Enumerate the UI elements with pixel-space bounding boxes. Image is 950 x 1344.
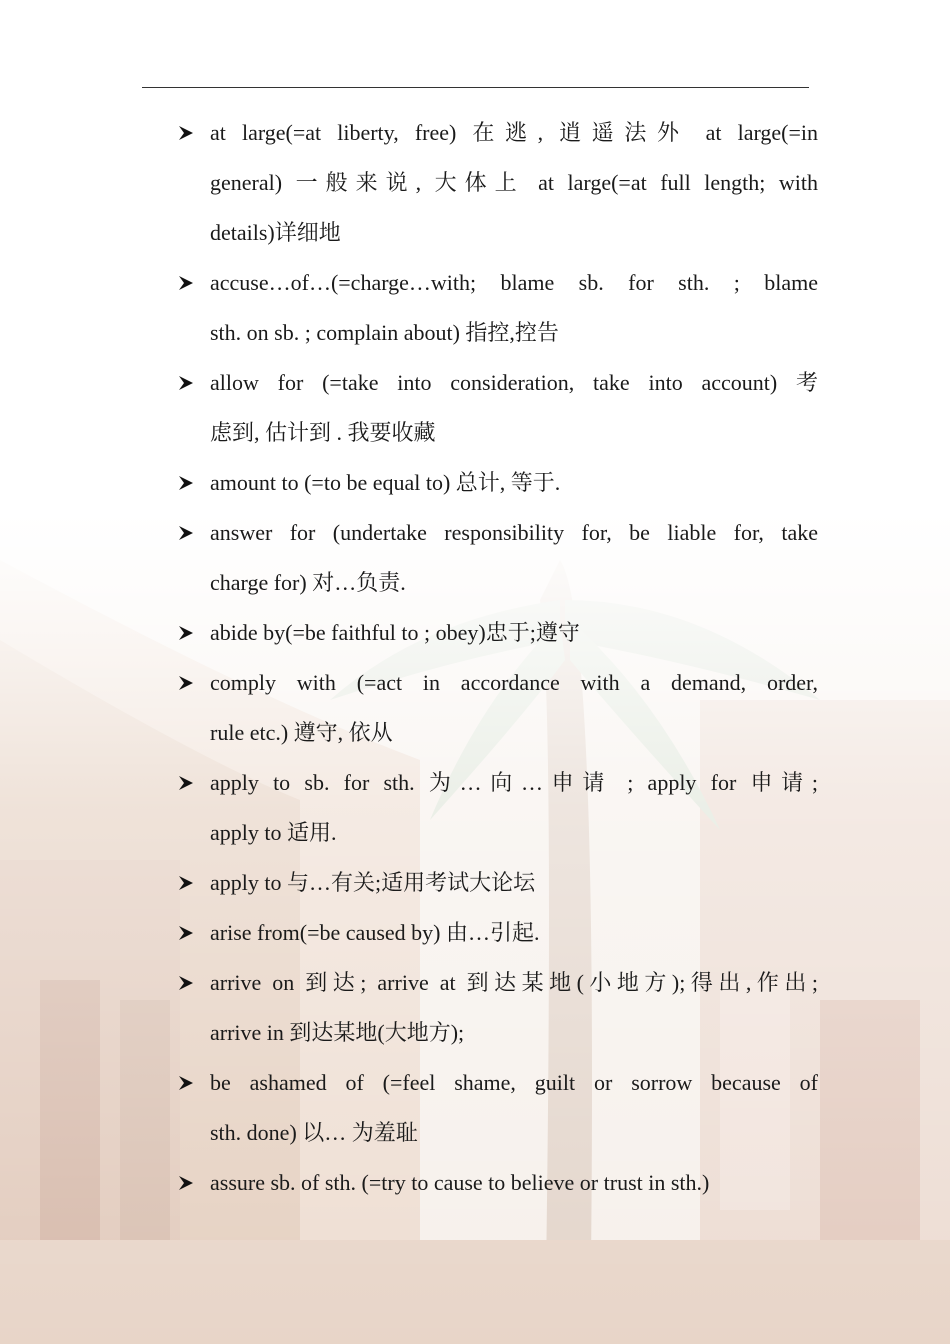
arrow-bullet-icon: [178, 358, 200, 408]
list-item: [178, 508, 818, 608]
arrow-bullet-icon: [178, 108, 200, 158]
list-item: [178, 1058, 818, 1158]
list-item: [178, 908, 818, 958]
list-item: [178, 608, 818, 658]
list-item: [178, 958, 818, 1058]
entry-line: be ashamed of (=feel shame, guilt or sorrow because of: [210, 1070, 818, 1095]
entry-line: sth. done) 以… 为羞耻: [210, 1120, 418, 1145]
arrow-bullet-icon: [178, 958, 200, 1008]
list-item: [178, 1158, 818, 1208]
header-rule: [142, 87, 809, 88]
arrow-bullet-icon: [178, 758, 200, 808]
list-item: [178, 108, 818, 258]
entry-line: arise from(=be caused by) 由…引起.: [210, 920, 540, 945]
arrow-bullet-icon: [178, 908, 200, 958]
arrow-bullet-icon: [178, 1158, 200, 1208]
arrow-bullet-icon: [178, 508, 200, 558]
entry-line: general) 一般来说, 大体上 at large(=at full length; with: [210, 170, 818, 195]
entry-line: accuse…of…(=charge…with; blame sb. for sth. ; blame: [210, 270, 818, 295]
entry-line: 虑到, 估计到 . 我要收藏: [210, 420, 436, 445]
list-item: [178, 358, 818, 458]
list-item: [178, 658, 818, 758]
entry-line: apply to 与…有关;适用考试大论坛: [210, 870, 536, 895]
entry-line: arrive in 到达某地(大地方);: [210, 1020, 465, 1045]
list-item: [178, 858, 818, 908]
entry-line: arrive on 到达; arrive at 到达某地(小地方);得出,作出;: [210, 970, 818, 995]
arrow-bullet-icon: [178, 858, 200, 908]
entry-line: comply with (=act in accordance with a demand, order,: [210, 670, 818, 695]
vocabulary-list: [178, 108, 818, 1208]
arrow-bullet-icon: [178, 1058, 200, 1108]
entry-line: sth. on sb. ; complain about) 指控,控告: [210, 320, 559, 345]
entry-line: details)详细地: [210, 220, 341, 245]
entry-line: rule etc.) 遵守, 依从: [210, 720, 393, 745]
entry-line: apply to 适用.: [210, 820, 337, 845]
entry-line: at large(=at liberty, free) 在逃, 逍遥法外 at large(=in: [210, 120, 818, 145]
list-item: [178, 758, 818, 858]
list-item: [178, 458, 818, 508]
entry-line: apply to sb. for sth. 为…向…申请 ; apply for 申请;: [210, 770, 818, 795]
arrow-bullet-icon: [178, 458, 200, 508]
entry-line: allow for (=take into consideration, take into account) 考: [210, 370, 818, 395]
arrow-bullet-icon: [178, 258, 200, 308]
entry-line: abide by(=be faithful to ; obey)忠于;遵守: [210, 620, 580, 645]
entry-line: amount to (=to be equal to) 总计, 等于.: [210, 470, 561, 495]
list-item: [178, 258, 818, 358]
entry-line: answer for (undertake responsibility for, be liable for, take: [210, 520, 818, 545]
arrow-bullet-icon: [178, 658, 200, 708]
entry-line: assure sb. of sth. (=try to cause to believe or trust in sth.): [210, 1170, 710, 1195]
entry-line: charge for) 对…负责.: [210, 570, 406, 595]
arrow-bullet-icon: [178, 608, 200, 658]
